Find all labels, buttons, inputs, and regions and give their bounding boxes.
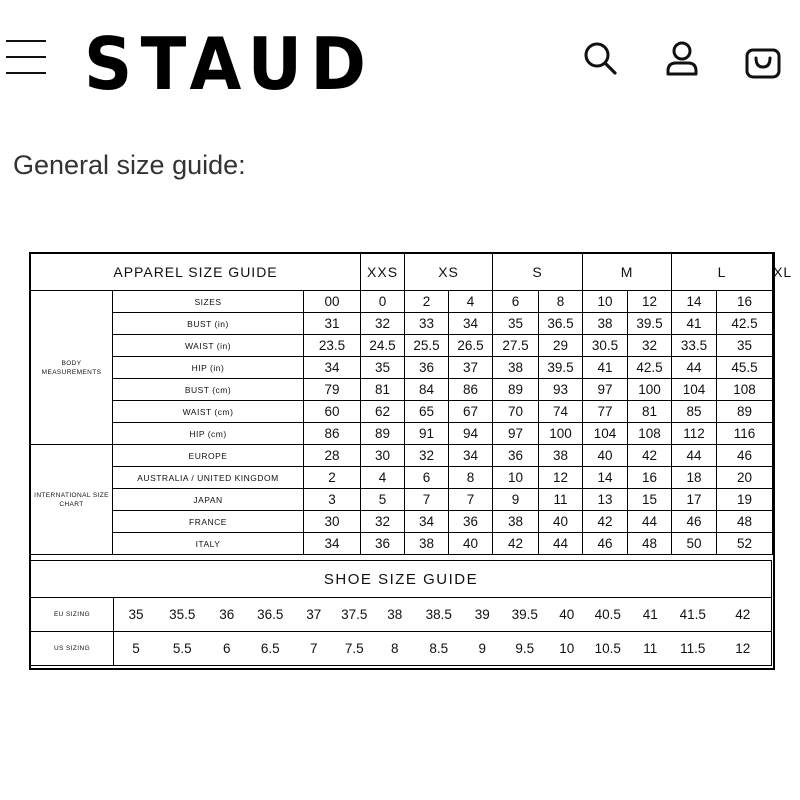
- size-value-cell: 41: [583, 357, 628, 379]
- size-value-cell: 97: [493, 423, 539, 445]
- table-row: [31, 357, 773, 379]
- table-row: [31, 445, 773, 467]
- size-value-cell: 42: [583, 511, 628, 533]
- hamburger-icon: [6, 40, 46, 42]
- size-value-cell: 15: [628, 489, 672, 511]
- size-group-header: L: [672, 254, 773, 291]
- size-value-cell: 27.5: [493, 335, 539, 357]
- size-value-cell: 36: [493, 445, 539, 467]
- size-value-cell: 36: [449, 511, 493, 533]
- size-value-cell: 28: [304, 445, 361, 467]
- size-value-cell: 65: [405, 401, 449, 423]
- body-measurements-label: BODY MEASUREMENTS: [31, 291, 113, 445]
- shoe-size-cell: 8.5: [415, 632, 463, 666]
- size-value-cell: 14: [583, 467, 628, 489]
- size-value-cell: 41: [672, 313, 717, 335]
- size-value-cell: 34: [449, 445, 493, 467]
- size-value-cell: 89: [493, 379, 539, 401]
- shoe-size-cell: 10: [548, 632, 586, 666]
- size-value-cell: 42: [493, 533, 539, 555]
- size-value-cell: 16: [717, 291, 773, 313]
- shoe-size-cell: 9: [463, 632, 502, 666]
- size-value-cell: 34: [449, 313, 493, 335]
- page-title: General size guide:: [13, 150, 246, 180]
- size-value-cell: 12: [628, 291, 672, 313]
- size-value-cell: 104: [583, 423, 628, 445]
- size-value-cell: 46: [672, 511, 717, 533]
- size-value-cell: 42: [628, 445, 672, 467]
- size-group-header-row: APPAREL SIZE GUIDE XXS XS S M L XL: [31, 254, 773, 291]
- size-value-cell: 16: [628, 467, 672, 489]
- size-value-cell: 18: [672, 467, 717, 489]
- size-value-cell: 67: [449, 401, 493, 423]
- size-value-cell: 36: [361, 533, 405, 555]
- size-group-header: XXS: [361, 254, 405, 291]
- size-value-cell: 30: [361, 445, 405, 467]
- size-value-cell: 81: [361, 379, 405, 401]
- size-value-cell: 3: [304, 489, 361, 511]
- size-value-cell: 46: [717, 445, 773, 467]
- size-value-cell: 48: [628, 533, 672, 555]
- size-value-cell: 108: [717, 379, 773, 401]
- shoe-size-cell: 38: [375, 598, 415, 632]
- size-value-cell: 37: [449, 357, 493, 379]
- size-group-header: S: [493, 254, 583, 291]
- size-value-cell: 32: [628, 335, 672, 357]
- cart-button[interactable]: [744, 40, 782, 80]
- size-value-cell: 89: [361, 423, 405, 445]
- size-value-cell: 20: [717, 467, 773, 489]
- size-value-cell: 112: [672, 423, 717, 445]
- shoe-size-cell: 40: [548, 598, 586, 632]
- size-value-cell: 40: [539, 511, 583, 533]
- size-value-cell: 38: [583, 313, 628, 335]
- size-value-cell: 8: [449, 467, 493, 489]
- size-value-cell: 7: [449, 489, 493, 511]
- table-row: [31, 467, 773, 489]
- shoe-size-cell: 11: [630, 632, 671, 666]
- size-value-cell: 34: [304, 357, 361, 379]
- size-value-cell: 36.5: [539, 313, 583, 335]
- size-value-cell: 39.5: [539, 357, 583, 379]
- size-value-cell: 2: [304, 467, 361, 489]
- size-value-cell: 44: [539, 533, 583, 555]
- table-row: [31, 335, 773, 357]
- size-value-cell: 6: [493, 291, 539, 313]
- bag-icon: [744, 40, 782, 80]
- size-value-cell: 26.5: [449, 335, 493, 357]
- row-label: HIP (in): [113, 357, 304, 379]
- size-value-cell: 91: [405, 423, 449, 445]
- size-value-cell: 30: [304, 511, 361, 533]
- shoe-size-cell: 39: [463, 598, 502, 632]
- size-value-cell: 10: [493, 467, 539, 489]
- table-row: [31, 489, 773, 511]
- table-row: [31, 379, 773, 401]
- row-label: BUST (in): [113, 313, 304, 335]
- size-value-cell: 25.5: [405, 335, 449, 357]
- size-value-cell: 74: [539, 401, 583, 423]
- shoe-size-cell: 40.5: [586, 598, 630, 632]
- row-label: JAPAN: [113, 489, 304, 511]
- table-row: [31, 533, 773, 555]
- us-sizing-label: US SIZING: [31, 632, 114, 666]
- eu-sizing-row: [31, 598, 772, 632]
- shoe-size-cell: 38.5: [415, 598, 463, 632]
- international-size-label: INTERNATIONAL SIZE CHART: [31, 445, 113, 555]
- size-value-cell: 40: [449, 533, 493, 555]
- row-label: FRANCE: [113, 511, 304, 533]
- size-value-cell: 81: [628, 401, 672, 423]
- size-value-cell: 100: [539, 423, 583, 445]
- shoe-size-cell: 7: [294, 632, 334, 666]
- row-label: AUSTRALIA / UNITED KINGDOM: [113, 467, 304, 489]
- row-label: ITALY: [113, 533, 304, 555]
- shoe-size-cell: 41.5: [671, 598, 715, 632]
- search-icon: [582, 40, 618, 76]
- size-value-cell: 36: [405, 357, 449, 379]
- size-guide-table: [30, 253, 793, 555]
- size-value-cell: 35: [717, 335, 773, 357]
- shoe-size-cell: 7.5: [334, 632, 374, 666]
- size-value-cell: 100: [628, 379, 672, 401]
- shoe-size-cell: 5.5: [158, 632, 207, 666]
- search-button[interactable]: [582, 40, 618, 76]
- user-icon: [664, 40, 700, 76]
- menu-button[interactable]: [6, 38, 46, 76]
- table-row: [31, 511, 773, 533]
- eu-sizing-label: EU SIZING: [31, 598, 114, 632]
- size-value-cell: 85: [672, 401, 717, 423]
- size-value-cell: 29: [539, 335, 583, 357]
- size-value-cell: 14: [672, 291, 717, 313]
- shoe-size-cell: 35.5: [158, 598, 207, 632]
- size-value-cell: 6: [405, 467, 449, 489]
- size-group-header: XS: [405, 254, 493, 291]
- size-value-cell: 33.5: [672, 335, 717, 357]
- size-value-cell: 30.5: [583, 335, 628, 357]
- size-value-cell: 38: [405, 533, 449, 555]
- size-value-cell: 52: [717, 533, 773, 555]
- size-value-cell: 32: [361, 313, 405, 335]
- us-sizing-row: [31, 632, 772, 666]
- size-value-cell: 116: [717, 423, 773, 445]
- row-label: WAIST (cm): [113, 401, 304, 423]
- shoe-size-cell: 41: [630, 598, 671, 632]
- size-value-cell: 40: [583, 445, 628, 467]
- size-value-cell: 42.5: [717, 313, 773, 335]
- size-value-cell: 11: [539, 489, 583, 511]
- size-value-cell: 104: [672, 379, 717, 401]
- size-value-cell: 32: [361, 511, 405, 533]
- size-value-cell: 13: [583, 489, 628, 511]
- size-value-cell: 39.5: [628, 313, 672, 335]
- shoe-size-cell: 36: [207, 598, 247, 632]
- row-label: EUROPE: [113, 445, 304, 467]
- apparel-guide-title: APPAREL SIZE GUIDE: [31, 254, 361, 291]
- size-value-cell: 2: [405, 291, 449, 313]
- table-row: [31, 401, 773, 423]
- size-value-cell: 0: [361, 291, 405, 313]
- size-value-cell: 86: [449, 379, 493, 401]
- shoe-title-row: [31, 561, 772, 598]
- shoe-size-cell: 36.5: [247, 598, 294, 632]
- size-value-cell: 44: [672, 445, 717, 467]
- row-label: BUST (cm): [113, 379, 304, 401]
- shoe-size-cell: 6: [207, 632, 247, 666]
- shoe-size-cell: 9.5: [502, 632, 548, 666]
- size-value-cell: 77: [583, 401, 628, 423]
- size-value-cell: 60: [304, 401, 361, 423]
- size-value-cell: 4: [361, 467, 405, 489]
- table-row: [31, 291, 773, 313]
- size-value-cell: 89: [717, 401, 773, 423]
- size-group-header: M: [583, 254, 672, 291]
- row-label: HIP (cm): [113, 423, 304, 445]
- row-label: WAIST (in): [113, 335, 304, 357]
- size-value-cell: 50: [672, 533, 717, 555]
- size-value-cell: 7: [405, 489, 449, 511]
- shoe-size-cell: 5: [113, 632, 158, 666]
- shoe-size-cell: 12: [715, 632, 772, 666]
- size-value-cell: 4: [449, 291, 493, 313]
- shoe-guide-title: SHOE SIZE GUIDE: [31, 561, 772, 598]
- size-value-cell: 35: [493, 313, 539, 335]
- size-value-cell: 94: [449, 423, 493, 445]
- size-value-cell: 19: [717, 489, 773, 511]
- size-value-cell: 12: [539, 467, 583, 489]
- size-value-cell: 62: [361, 401, 405, 423]
- shoe-size-cell: 6.5: [247, 632, 294, 666]
- size-value-cell: 97: [583, 379, 628, 401]
- size-value-cell: 35: [361, 357, 405, 379]
- size-value-cell: 38: [539, 445, 583, 467]
- size-value-cell: 32: [405, 445, 449, 467]
- table-row: [31, 423, 773, 445]
- shoe-size-cell: 8: [375, 632, 415, 666]
- size-value-cell: 31: [304, 313, 361, 335]
- size-value-cell: 48: [717, 511, 773, 533]
- shoe-size-cell: 42: [715, 598, 772, 632]
- size-value-cell: 44: [672, 357, 717, 379]
- shoe-size-cell: 37.5: [334, 598, 374, 632]
- shoe-size-table: [30, 560, 772, 666]
- size-value-cell: 17: [672, 489, 717, 511]
- size-value-cell: 38: [493, 511, 539, 533]
- table-row: [31, 313, 773, 335]
- size-value-cell: 93: [539, 379, 583, 401]
- size-value-cell: 86: [304, 423, 361, 445]
- shoe-size-cell: 35: [113, 598, 158, 632]
- size-value-cell: 44: [628, 511, 672, 533]
- size-value-cell: 79: [304, 379, 361, 401]
- size-value-cell: 33: [405, 313, 449, 335]
- account-button[interactable]: [664, 40, 700, 76]
- size-value-cell: 108: [628, 423, 672, 445]
- size-value-cell: 24.5: [361, 335, 405, 357]
- size-value-cell: 00: [304, 291, 361, 313]
- size-value-cell: 10: [583, 291, 628, 313]
- size-value-cell: 8: [539, 291, 583, 313]
- shoe-size-cell: 11.5: [671, 632, 715, 666]
- size-value-cell: 38: [493, 357, 539, 379]
- size-value-cell: 46: [583, 533, 628, 555]
- size-value-cell: 34: [405, 511, 449, 533]
- size-value-cell: 34: [304, 533, 361, 555]
- shoe-size-cell: 39.5: [502, 598, 548, 632]
- size-value-cell: 70: [493, 401, 539, 423]
- shoe-size-cell: 37: [294, 598, 334, 632]
- size-value-cell: 42.5: [628, 357, 672, 379]
- size-value-cell: 84: [405, 379, 449, 401]
- row-label: SIZES: [113, 291, 304, 313]
- size-value-cell: 5: [361, 489, 405, 511]
- brand-logo[interactable]: STAUD: [84, 22, 375, 106]
- size-value-cell: 23.5: [304, 335, 361, 357]
- shoe-size-cell: 10.5: [586, 632, 630, 666]
- size-value-cell: 9: [493, 489, 539, 511]
- size-value-cell: 45.5: [717, 357, 773, 379]
